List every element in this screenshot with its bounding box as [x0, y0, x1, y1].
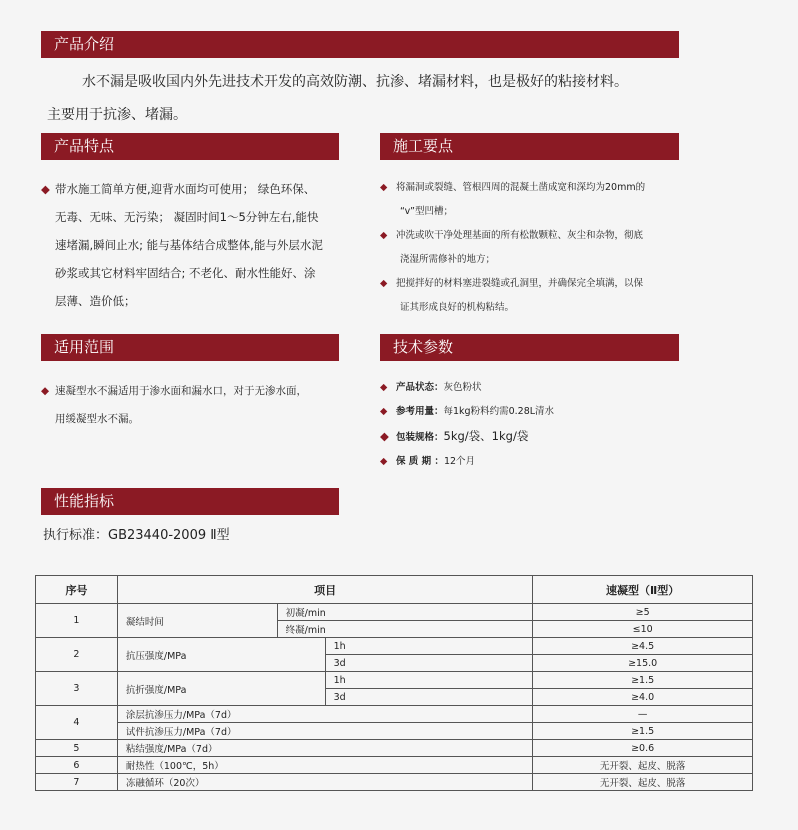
row-value: —: [533, 706, 753, 723]
performance-header: 性能指标: [41, 488, 339, 515]
params-item: ◆ 产品状态：灰色粉状: [380, 376, 554, 400]
features-line: 速堵漏,瞬间止水; 能与基体结合成整体,能与外层水泥: [55, 238, 323, 252]
row-value: ≥4.5: [533, 638, 753, 655]
table-row: [36, 757, 753, 774]
row-item: 涂层抗渗压力/MPa（7d）: [117, 706, 532, 723]
features-line: 无毒、无味、无污染； 凝固时间1～5分钟左右,能快: [55, 210, 319, 224]
row-no: 2: [36, 638, 118, 672]
row-sub: 终凝/min: [277, 621, 533, 638]
spec-table: [35, 575, 753, 791]
row-value: ≥1.5: [533, 672, 753, 689]
row-sub: 初凝/min: [277, 604, 533, 621]
row-sub: 1h: [325, 638, 533, 655]
row-no: 6: [36, 757, 118, 774]
construction-item-cont: 浇湿所需修补的地方；: [400, 254, 496, 265]
row-value: ≥0.6: [533, 740, 753, 757]
scope-line: ◆ 速凝型水不漏适用于渗水面和漏水口，对于无渗水面，: [41, 377, 307, 405]
row-value: ≥1.5: [533, 723, 753, 740]
header-value: 速凝型（Ⅱ型）: [533, 576, 753, 604]
performance-standard: 执行标准：GB23440-2009 Ⅱ型: [43, 528, 230, 543]
row-value: 无开裂、起皮、脱落: [533, 757, 753, 774]
table-row: [36, 604, 753, 621]
features-line: 层薄、造价低；: [55, 294, 136, 308]
intro-header: 产品介绍: [41, 31, 679, 58]
construction-item-cont: “v”型凹槽；: [400, 206, 453, 217]
row-no: 7: [36, 774, 118, 791]
features-line: ◆ 带水施工简单方便,迎背水面均可使用； 绿色环保、: [41, 175, 323, 203]
intro-text-line2: 主要用于抗渗、堵漏。: [47, 107, 187, 123]
row-item: 抗压强度/MPa: [117, 638, 325, 672]
table-header-row: [36, 576, 753, 604]
table-row: [36, 672, 753, 689]
row-no: 3: [36, 672, 118, 706]
diamond-bullet-icon: ◆: [380, 406, 388, 417]
row-value: ≥4.0: [533, 689, 753, 706]
row-item: 耐热性（100℃，5h）: [117, 757, 532, 774]
construction-list: [380, 176, 645, 320]
scope-line: 用缓凝型水不漏。: [55, 413, 139, 425]
params-item: ◆ 参考用量：每1kg粉料约需0.28L清水: [380, 400, 554, 424]
row-value: 无开裂、起皮、脱落: [533, 774, 753, 791]
row-item: 冻融循环（20次）: [117, 774, 532, 791]
diamond-bullet-icon: ◆: [380, 230, 388, 241]
diamond-bullet-icon: ◆: [41, 182, 50, 196]
row-value: ≥15.0: [533, 655, 753, 672]
construction-item-cont: 证其形成良好的机构粘结。: [400, 302, 515, 313]
intro-text-line1: 水不漏是吸收国内外先进技术开发的高效防潮、抗渗、堵漏材料，也是极好的粘接材料。: [82, 74, 628, 90]
features-header: 产品特点: [41, 133, 339, 160]
diamond-bullet-icon: ◆: [41, 385, 50, 397]
row-value: ≤10: [533, 621, 753, 638]
features-list: [41, 175, 323, 315]
diamond-bullet-icon: ◆: [380, 429, 389, 443]
diamond-bullet-icon: ◆: [380, 456, 388, 467]
params-list: [380, 376, 554, 474]
diamond-bullet-icon: ◆: [380, 278, 388, 289]
row-no: 1: [36, 604, 118, 638]
row-value: ≥5: [533, 604, 753, 621]
row-item: 粘结强度/MPa（7d）: [117, 740, 532, 757]
table-row: [36, 638, 753, 655]
row-sub: 3d: [325, 655, 533, 672]
params-item: ◆ 包装规格：5kg/袋、1kg/袋: [380, 424, 554, 450]
construction-item: ◆ 将漏洞或裂缝、管根四周的混凝土凿成宽和深均为20mm的: [380, 176, 645, 200]
diamond-bullet-icon: ◆: [380, 382, 388, 393]
features-line: 砂浆或其它材料牢固结合; 不老化、耐水性能好、涂: [55, 266, 316, 280]
table-row: [36, 740, 753, 757]
header-no: 序号: [36, 576, 118, 604]
table-row: [36, 723, 753, 740]
scope-header: 适用范围: [41, 334, 339, 361]
row-sub: 1h: [325, 672, 533, 689]
params-item: ◆ 保 质 期 ：12个月: [380, 450, 554, 474]
row-sub: 3d: [325, 689, 533, 706]
row-item: 凝结时间: [117, 604, 277, 638]
row-no: 5: [36, 740, 118, 757]
construction-header: 施工要点: [380, 133, 679, 160]
header-item: 项目: [117, 576, 532, 604]
row-item: 试件抗渗压力/MPa（7d）: [117, 723, 532, 740]
construction-item: ◆ 冲洗或吹干净处理基面的所有松散颗粒、灰尘和杂物，彻底: [380, 224, 645, 248]
scope-list: [41, 377, 307, 433]
table-row: [36, 706, 753, 723]
table-row: [36, 774, 753, 791]
row-no: 4: [36, 706, 118, 740]
diamond-bullet-icon: ◆: [380, 182, 388, 193]
row-item: 抗折强度/MPa: [117, 672, 325, 706]
params-header: 技术参数: [380, 334, 679, 361]
construction-item: ◆ 把搅拌好的材料塞进裂缝或孔洞里，并确保完全填满，以保: [380, 272, 645, 296]
